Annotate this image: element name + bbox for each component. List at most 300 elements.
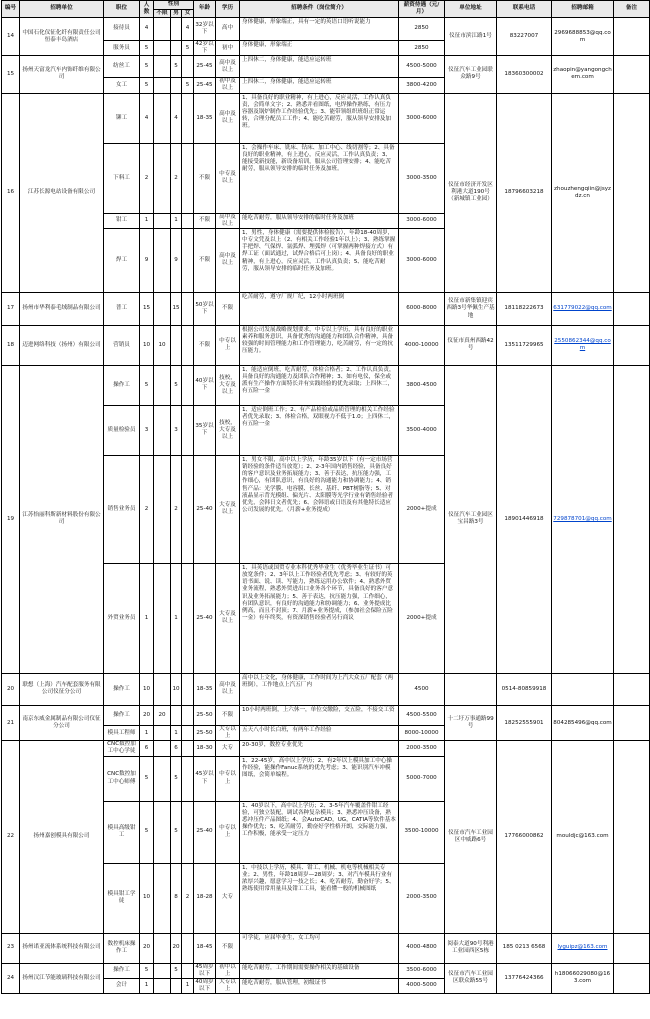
- position-cell: 纺丝工: [104, 56, 140, 78]
- education-cell: 高中及以上: [216, 56, 240, 78]
- position-cell: 质量检验员: [104, 405, 140, 455]
- requirements-cell: 能吃苦耐劳，工作期间需要操作相关的基础设备: [240, 963, 399, 978]
- note-cell: [614, 673, 650, 705]
- requirements-cell: 1、40岁以下，高中以上学历；2、3-5年汽车覆盖件钳工经验，可独立装配，调试各种复杂模具；3、熟悉冲压设备，熟悉冲压件产品图纸；4、会AutoCAD，UG，CATIA等软件基本操作优先；5、吃苦耐劳，勤奋好学性格开朗，交际能力强，工作积极，能承受一定压力: [240, 801, 399, 863]
- company-name: 江苏长源电站设备有限公司: [20, 93, 104, 292]
- company-no: 14: [2, 18, 20, 56]
- education-cell: 高中及以上: [216, 673, 240, 705]
- female-count-cell: [182, 292, 194, 325]
- table-row: [2, 365, 650, 405]
- education-cell: 大专及以上: [216, 455, 240, 563]
- age-cell: 不限: [194, 228, 216, 292]
- headcount-cell: 2: [140, 455, 154, 563]
- age-cell: 45周岁以下: [195, 963, 214, 977]
- age-cell: 不限: [194, 213, 216, 228]
- company-address: 仪征市真州西路42号: [445, 325, 497, 365]
- company-email: 804285496@qq.com: [552, 705, 614, 740]
- company-phone: 13511729965: [497, 325, 552, 365]
- female-count-cell: [182, 405, 194, 455]
- male-count-cell: [171, 705, 182, 725]
- male-count-cell: 1: [171, 563, 182, 673]
- company-no: 24: [2, 963, 20, 994]
- headcount-cell: 5: [140, 41, 154, 56]
- female-count-cell: [182, 93, 194, 143]
- gender-any-cell: [154, 78, 171, 93]
- position-cell: 外贸业务员: [104, 563, 140, 673]
- company-email[interactable]: 631779022@qq.com: [552, 292, 614, 325]
- requirements-cell: 1、男女不限，高中以上学历，年龄35岁以下（有一定市场营销经验的条件适当放宽）；2、2-3年国内销售经验，具备良好的客户意识及业务拓展能力；3、善于表达，抗压能力强，工作细心，有团队意识，有良好的沟通能力和协调能力；4、销售产品：光学膜、电容膜、长丝、基纤、PBT树脂等；5、对液晶显示背光模组、偏光片、太阳膜等光学行业有销售经验者优先，会韩日文者优先；6、会韩语或日语及有其他特长适应公司发展的优先。（月薪+业务提成）: [240, 455, 399, 563]
- male-count-cell: [171, 325, 182, 365]
- education-cell: 不限: [216, 705, 240, 725]
- education-cell: 高中及以上: [216, 93, 240, 143]
- education-cell: 大专: [216, 741, 240, 756]
- age-cell: 18-45: [194, 933, 216, 963]
- company-phone: 18901446918: [497, 365, 552, 673]
- male-count-cell: 6: [171, 741, 182, 756]
- company-email: zhouzhengqiin@jsyzdz.cn: [552, 93, 614, 292]
- requirements-cell: 上四休二，身体健康，能适应运转班: [240, 56, 399, 78]
- header-address: 单位地址: [445, 1, 497, 18]
- salary-cell: 4000-5000: [399, 978, 445, 993]
- company-name: 南京东威金属制品有限公司仪征分公司: [20, 705, 104, 740]
- salary-cell: 4500-5500: [399, 705, 445, 725]
- company-address: 仪征市汽车工业园区联众路55号: [445, 963, 497, 994]
- gender-any-cell: [154, 756, 171, 801]
- company-no: 18: [2, 325, 20, 365]
- female-count-cell: [182, 801, 194, 863]
- requirements-cell: 10小时两班倒，上六休一，单位交缴险，交五险，不接交工资: [240, 705, 399, 725]
- requirements-cell: 1、具英语或国贸专业本科优秀毕业生（优秀毕业生证书）可放宽条件；2、3年以上工作经验者优先考虑；3、有较好的英语书面、说、读、写能力，熟练运用办公软件；4、熟悉外贸业务流程，熟悉外贸进出口业务各个环节，具备良好的客户意识及业务拓展能力；5、善于表达，抗压能力强，工作细心，有团队意识，有良好的沟通能力和协调能力；6、业务提成比例高，而且不封顶；7、月薪+业务提成，（参加社会保险五险一金）有年终奖，有资深销售经验者另行商议: [240, 563, 399, 673]
- requirements-cell: 1、男性，身体健康（需要提供体检报告），年龄18-40周岁，中专文凭及以上（2、有相关工作经验1年以上）；3、熟练掌握手把焊、气保焊、氩弧焊、埋弧焊（可掌握两种焊接方式）有焊工证（面试通过，试焊合格后可上岗）；4、具备良好的职业精神，有上进心，反应灵活，工作认真负责；5、能吃苦耐劳，服从领导安排的临时任务及加班。: [240, 228, 399, 292]
- female-count-cell: 1: [182, 978, 194, 993]
- company-email: 2969688853@qq.com: [552, 18, 614, 56]
- header-gender: 性别: [154, 1, 194, 10]
- age-cell: 18-30: [194, 741, 216, 756]
- male-count-cell: 15: [171, 292, 182, 325]
- position-cell: 数控机床操作工: [104, 933, 140, 963]
- headcount-cell: 1: [140, 563, 154, 673]
- salary-cell: 3500-6000: [399, 963, 445, 978]
- age-cell: 45岁以下: [194, 756, 216, 801]
- salary-cell: 5000-7000: [399, 756, 445, 801]
- salary-cell: 2000-3500: [399, 863, 445, 933]
- age-cell: 25-45: [194, 56, 216, 78]
- header-requirements: 招聘条件（岗位简介）: [240, 1, 399, 18]
- gender-any-cell: [154, 863, 171, 933]
- female-count-cell: [182, 563, 194, 673]
- gender-any-cell: [154, 18, 171, 41]
- female-count-cell: [182, 673, 194, 705]
- table-row: [2, 93, 650, 143]
- header-phone: 联系电话: [497, 1, 552, 18]
- position-cell: 操作工: [104, 705, 140, 725]
- company-email[interactable]: 729878701@qq.com: [552, 365, 614, 673]
- position-cell: 模具工程师: [104, 725, 140, 740]
- female-count-cell: [182, 213, 194, 228]
- header-count: 人数: [140, 1, 154, 18]
- headcount-cell: 3: [140, 405, 154, 455]
- table-row: [2, 56, 650, 78]
- salary-cell: 6000-8000: [399, 292, 445, 325]
- female-count-cell: 2: [182, 863, 194, 933]
- company-name: 扬州天富龙汽车内饰纤维有限公司: [20, 56, 104, 93]
- company-address: 仪征市滨江路1号: [445, 18, 497, 56]
- male-count-cell: [171, 78, 182, 93]
- female-count-cell: [182, 756, 194, 801]
- gender-any-cell: [154, 963, 171, 978]
- education-cell: 中专以上: [216, 325, 240, 365]
- header-note: 备注: [614, 1, 650, 18]
- gender-any-cell: [154, 213, 171, 228]
- female-count-cell: 5: [182, 41, 194, 56]
- salary-cell: 4000-10000: [399, 325, 445, 365]
- age-cell: 35岁以下: [194, 405, 216, 455]
- requirements-cell: 1、能适应倒班，吃苦耐劳，体检合格者；2、工作认真负责，具备良好的沟通能力及团队合作精神；3、如有电仪，保全或派有生产操作方面特长并有实践经验的优先录取；上四休二，有五险一金: [240, 365, 399, 405]
- male-count-cell: 10: [171, 673, 182, 705]
- note-cell: [614, 933, 650, 963]
- age-cell: 25-40: [194, 801, 216, 863]
- headcount-cell: 20: [140, 705, 154, 725]
- headcount-cell: 5: [140, 56, 154, 78]
- female-count-cell: [182, 741, 194, 756]
- company-phone: 18360300002: [497, 56, 552, 93]
- requirements-cell: 1、中技以上学历，模具、钳工、机械、机电等机械相关专业；2、男性，年龄18周岁—28周岁；3、对汽车模具行业有浓厚兴趣，愿意学习一技之长；4、吃苦耐劳，勤奋好学；5、熟练使用常用量具及钳工工具，能看懂一般的机械图纸: [240, 863, 399, 933]
- requirements-cell: 能吃苦耐劳，服从领导安排的临时任务及加班: [240, 213, 399, 228]
- age-cell: 不限: [194, 143, 216, 213]
- age-cell: 50岁以下: [194, 292, 216, 325]
- header-edu: 学历: [216, 1, 240, 18]
- headcount-cell: 4: [140, 93, 154, 143]
- position-cell: 普工: [104, 292, 140, 325]
- salary-cell: 4500-5000: [399, 56, 445, 78]
- female-count-cell: [182, 325, 194, 365]
- headcount-cell: 4: [140, 18, 154, 41]
- note-cell: [614, 56, 650, 93]
- company-phone: 0514-80859918: [497, 673, 552, 705]
- salary-cell: 8000-10000: [399, 725, 445, 740]
- table-row: [2, 705, 650, 725]
- male-count-cell: 5: [171, 56, 182, 78]
- header-no: 编号: [2, 1, 20, 18]
- company-address: 阅泰大道90号利港工业园西区5栋: [445, 933, 497, 963]
- position-cell: CNC数控加工中心学徒: [104, 741, 140, 756]
- header-age: 年龄: [194, 1, 216, 18]
- education-cell: 初中: [216, 41, 240, 56]
- age-cell: 25-40: [194, 563, 216, 673]
- position-cell: 接待员: [104, 18, 140, 41]
- company-email[interactable]: 2550862344@qq.com: [552, 325, 614, 365]
- company-address: [445, 673, 497, 705]
- position-cell: 下料工: [104, 143, 140, 213]
- company-address: 十二圩万事通路99号: [445, 705, 497, 740]
- education-cell: 初中以上: [216, 963, 240, 978]
- male-count-cell: 2: [171, 455, 182, 563]
- salary-cell: 3000-6000: [399, 228, 445, 292]
- female-count-cell: [182, 725, 194, 740]
- company-email: mouldjc@163.com: [552, 741, 614, 933]
- female-count-cell: 4: [182, 18, 194, 41]
- requirements-cell: 根据公司发展战略规划要求，中专以上学历，具有良好的职业素养和服务意识，具备优秀的沟通能力和团队合作精神，具备较强的时间管理能力和工作管理能力，吃苦耐劳，有一定的抗压能力。: [240, 325, 399, 365]
- gender-any-cell: [154, 978, 171, 993]
- female-count-cell: [182, 705, 194, 725]
- note-cell: [614, 365, 650, 673]
- note-cell: [614, 93, 650, 292]
- requirements-cell: 1、具备良好的职业精神，有上进心，反应灵活，工作认真负责，会简单文字；2、熟悉并看图纸，电焊操作熟练，有压力容器及锅炉制作工作经验优先；3、能带领组织班组正常运转，合理分配员工工作；4、能吃苦耐劳，服从领导安排及加班。: [240, 93, 399, 143]
- gender-any-cell: [154, 801, 171, 863]
- education-cell: 大专: [216, 863, 240, 933]
- company-no: 17: [2, 292, 20, 325]
- company-address: 仪征汽车工业园区宝昌路3号: [445, 365, 497, 673]
- headcount-cell: 2: [140, 143, 154, 213]
- male-count-cell: 5: [171, 365, 182, 405]
- female-count-cell: [182, 455, 194, 563]
- requirements-cell: 1、适应倒班工作；2、有产品检验或品质管理的相关工作经验者优先录取；3、体检合格，双眼视力不低于1.0；上四休二，有五险一金: [240, 405, 399, 455]
- gender-any-cell: [154, 455, 171, 563]
- gender-any-cell: [154, 933, 171, 963]
- salary-cell: 3800-4500: [399, 365, 445, 405]
- education-cell: 中专以上: [216, 801, 240, 863]
- table-row: [2, 741, 650, 756]
- company-email: h18066029080@163.com: [552, 963, 614, 994]
- gender-any-cell: [154, 41, 171, 56]
- requirements-cell: 1、会操作车床、铣床、钻床、加工中心、线切割等；2、具备良好的职业精神，有上进心，反应灵活，工作认真负责；3、能接受新技能，新设备培训，服从公司管理安排；4、能吃苦耐劳，服从领导安排的临时任务及加班。: [240, 143, 399, 213]
- age-cell: 18-35: [194, 673, 216, 705]
- company-name: 江苏怡丽科斯新材料股份有限公司: [20, 365, 104, 673]
- male-count-cell: [171, 18, 182, 41]
- salary-cell: 2000+提成: [399, 455, 445, 563]
- male-count-cell: 4: [171, 93, 182, 143]
- company-phone: 13776424366: [497, 963, 552, 994]
- education-cell: 不限: [216, 933, 240, 963]
- female-count-cell: [182, 56, 194, 78]
- company-phone: 18118222673: [497, 292, 552, 325]
- headcount-cell: 1: [140, 213, 154, 228]
- age-cell: 25-40: [194, 455, 216, 563]
- requirements-cell: 能吃苦耐劳，服从管理，初级证书: [240, 978, 399, 993]
- age-cell: 25-50: [194, 725, 216, 740]
- header-male: 男: [171, 10, 182, 18]
- salary-cell: 2000-3500: [399, 741, 445, 756]
- note-cell: [614, 18, 650, 56]
- note-cell: [614, 741, 650, 933]
- company-address: 仪征汽车工业园联众路9号: [445, 56, 497, 93]
- header-female: 女: [182, 10, 194, 18]
- salary-cell: 2850: [399, 18, 445, 41]
- requirements-cell: 吃苦耐劳，遵守厂规厂纪，12小时两班倒: [240, 292, 399, 325]
- salary-cell: 4500: [399, 673, 445, 705]
- requirements-cell: 身体健康，形象端正: [240, 41, 399, 56]
- headcount-cell: 5: [140, 801, 154, 863]
- gender-any-cell: [154, 365, 171, 405]
- male-count-cell: 5: [171, 801, 182, 863]
- company-no: 21: [2, 705, 20, 740]
- headcount-cell: 20: [140, 933, 154, 963]
- company-no: 15: [2, 56, 20, 93]
- gender-any-cell: [154, 93, 171, 143]
- age-cell: 42岁以下: [195, 41, 214, 55]
- salary-cell: 3000-6000: [399, 93, 445, 143]
- gender-any-cell: [154, 143, 171, 213]
- female-count-cell: [182, 963, 194, 978]
- education-cell: 高中及以上: [216, 213, 240, 228]
- table-row: [2, 963, 650, 978]
- company-name: 迈进网络科技（扬州）有限公司: [20, 325, 104, 365]
- male-count-cell: 1: [171, 725, 182, 740]
- header-salary: 薪资待遇（元/月）: [399, 1, 445, 18]
- position-cell: 铆工: [104, 93, 140, 143]
- header-position: 职位: [104, 1, 140, 18]
- table-row: [2, 292, 650, 325]
- company-no: 16: [2, 93, 20, 292]
- company-name: 联想（上海）汽车配套服务有限公司仪征分公司: [20, 673, 104, 705]
- headcount-cell: 10: [140, 863, 154, 933]
- position-cell: 模具钳工学徒: [104, 863, 140, 933]
- education-cell: 大专及以上: [216, 563, 240, 673]
- headcount-cell: 6: [140, 741, 154, 756]
- position-cell: 会计: [104, 978, 140, 993]
- position-cell: CNC数控加工中心师傅: [104, 756, 140, 801]
- headcount-cell: 5: [140, 78, 154, 93]
- company-phone: 83227007: [497, 18, 552, 56]
- age-cell: 25-45: [194, 78, 216, 93]
- salary-cell: 3000-3500: [399, 143, 445, 213]
- male-count-cell: 8: [171, 863, 182, 933]
- gender-any-cell: [154, 228, 171, 292]
- education-cell: 初中及以上: [216, 78, 240, 93]
- gender-any-cell: [154, 563, 171, 673]
- headcount-cell: 1: [140, 978, 154, 993]
- headcount-cell: 9: [140, 228, 154, 292]
- education-cell: 中专以上: [216, 756, 240, 801]
- position-cell: 操作工: [104, 365, 140, 405]
- requirements-cell: 五天八小时长白班，有两年工作经验: [240, 725, 399, 740]
- headcount-cell: 5: [140, 365, 154, 405]
- company-name: 扬州诺亚流体系统科技有限公司: [20, 933, 104, 963]
- position-cell: 钳工: [104, 213, 140, 228]
- header-gender-any: 不限: [154, 10, 171, 18]
- age-cell: 40岁以下: [194, 365, 216, 405]
- headcount-cell: 15: [140, 292, 154, 325]
- salary-cell: 3500-4000: [399, 405, 445, 455]
- female-count-cell: [182, 228, 194, 292]
- company-phone: 185 0213 6568: [497, 933, 552, 963]
- headcount-cell: 10: [140, 673, 154, 705]
- salary-cell: 4000-4800: [399, 933, 445, 963]
- salary-cell: 3800-4200: [399, 78, 445, 93]
- header-email: 招聘邮箱: [552, 1, 614, 18]
- table-row: [2, 673, 650, 705]
- company-address: 仪征市新集镇迎宾西路3号华佩生产基地: [445, 292, 497, 325]
- gender-any-cell: [154, 405, 171, 455]
- note-cell: [614, 292, 650, 325]
- gender-any-cell: [154, 56, 171, 78]
- requirements-cell: 1、22-45岁，高中以上学历；2、有2年以上模具加工中心操作经验，能操作Fanuc系统的优先考虑；3、能识别汽车冲模图纸，会简单编程。: [240, 756, 399, 801]
- education-cell: 大专以上: [216, 978, 240, 993]
- header-row: [2, 1, 650, 10]
- female-count-cell: [182, 365, 194, 405]
- table-row: [2, 18, 650, 41]
- table-row: [2, 325, 650, 365]
- company-no: 23: [2, 933, 20, 963]
- company-name: 扬州嘉创模具有限公司: [20, 741, 104, 933]
- education-cell: 技校，大专及以上: [216, 365, 240, 405]
- male-count-cell: 1: [171, 213, 182, 228]
- note-cell: [614, 963, 650, 994]
- note-cell: [614, 705, 650, 740]
- age-cell: 不限: [194, 325, 216, 365]
- education-cell: 技校，大专及以上: [216, 405, 240, 455]
- requirements-cell: 身体健康，形象端正，具有一定的英语口语听说能力: [240, 18, 399, 41]
- gender-any-cell: [154, 292, 171, 325]
- gender-any-cell: 10: [154, 325, 171, 365]
- female-count-cell: [182, 933, 194, 963]
- male-count-cell: 9: [171, 228, 182, 292]
- requirements-cell: 上四休二，身体健康，能适应运转班: [240, 78, 399, 93]
- age-cell: 18-28: [194, 863, 216, 933]
- position-cell: 操作工: [104, 673, 140, 705]
- company-email[interactable]: lyguipz@163.com: [552, 933, 614, 963]
- company-no: 20: [2, 673, 20, 705]
- age-cell: 32岁以下: [194, 18, 216, 41]
- gender-any-cell: [154, 725, 171, 740]
- male-count-cell: [171, 978, 182, 993]
- company-name: 扬州市华利泰毛绒制品有限公司: [20, 292, 104, 325]
- education-cell: 大专以上: [216, 725, 240, 740]
- company-phone: 18796603218: [497, 93, 552, 292]
- salary-cell: 3000-6000: [399, 213, 445, 228]
- headcount-cell: 5: [140, 756, 154, 801]
- female-count-cell: [182, 143, 194, 213]
- female-count-cell: 5: [182, 78, 194, 93]
- age-cell: 40周岁以下: [195, 978, 214, 993]
- company-phone: 18252555901: [497, 705, 552, 740]
- job-table: [1, 0, 650, 994]
- male-count-cell: 20: [171, 933, 182, 963]
- company-name: 中国石化仪征化纤有限责任公司恒泰丰岛酒店: [20, 18, 104, 56]
- header-unit: 招聘单位: [20, 1, 104, 18]
- company-address: 仪征市经济开发区利港大道190号（新城镇工业园）: [445, 93, 497, 292]
- salary-cell: 2850: [399, 41, 445, 56]
- position-cell: 服务员: [104, 41, 140, 56]
- requirements-cell: 可学徒，应届毕业生，女工均可: [240, 933, 399, 963]
- company-email: zhaopin@yangongchem.com: [552, 56, 614, 93]
- headcount-cell: 1: [140, 725, 154, 740]
- age-cell: 25-50: [194, 705, 216, 725]
- company-email: [552, 673, 614, 705]
- position-cell: 操作工: [104, 963, 140, 978]
- position-cell: 焊工: [104, 228, 140, 292]
- male-count-cell: 5: [171, 756, 182, 801]
- salary-cell: 3500-10000: [399, 801, 445, 863]
- requirements-cell: 高中以上文化，身体健康，工作时间为上汽大众五厂配套（两班倒），工作地点上汽五厂内: [240, 673, 399, 705]
- position-cell: 女工: [104, 78, 140, 93]
- headcount-cell: 10: [140, 325, 154, 365]
- education-cell: 高中: [216, 18, 240, 41]
- position-cell: 模具高级钳工: [104, 801, 140, 863]
- male-count-cell: [171, 41, 182, 56]
- note-cell: [614, 325, 650, 365]
- table-row: [2, 933, 650, 963]
- position-cell: 营销员: [104, 325, 140, 365]
- company-phone: 17766000862: [497, 741, 552, 933]
- salary-cell: 2000+提成: [399, 563, 445, 673]
- education-cell: 中专及以上: [216, 143, 240, 213]
- male-count-cell: 3: [171, 405, 182, 455]
- company-no: 19: [2, 365, 20, 673]
- headcount-cell: 5: [140, 963, 154, 978]
- company-address: 仪征市汽车工业园区中威路6号: [445, 741, 497, 933]
- position-cell: 销售业务员: [104, 455, 140, 563]
